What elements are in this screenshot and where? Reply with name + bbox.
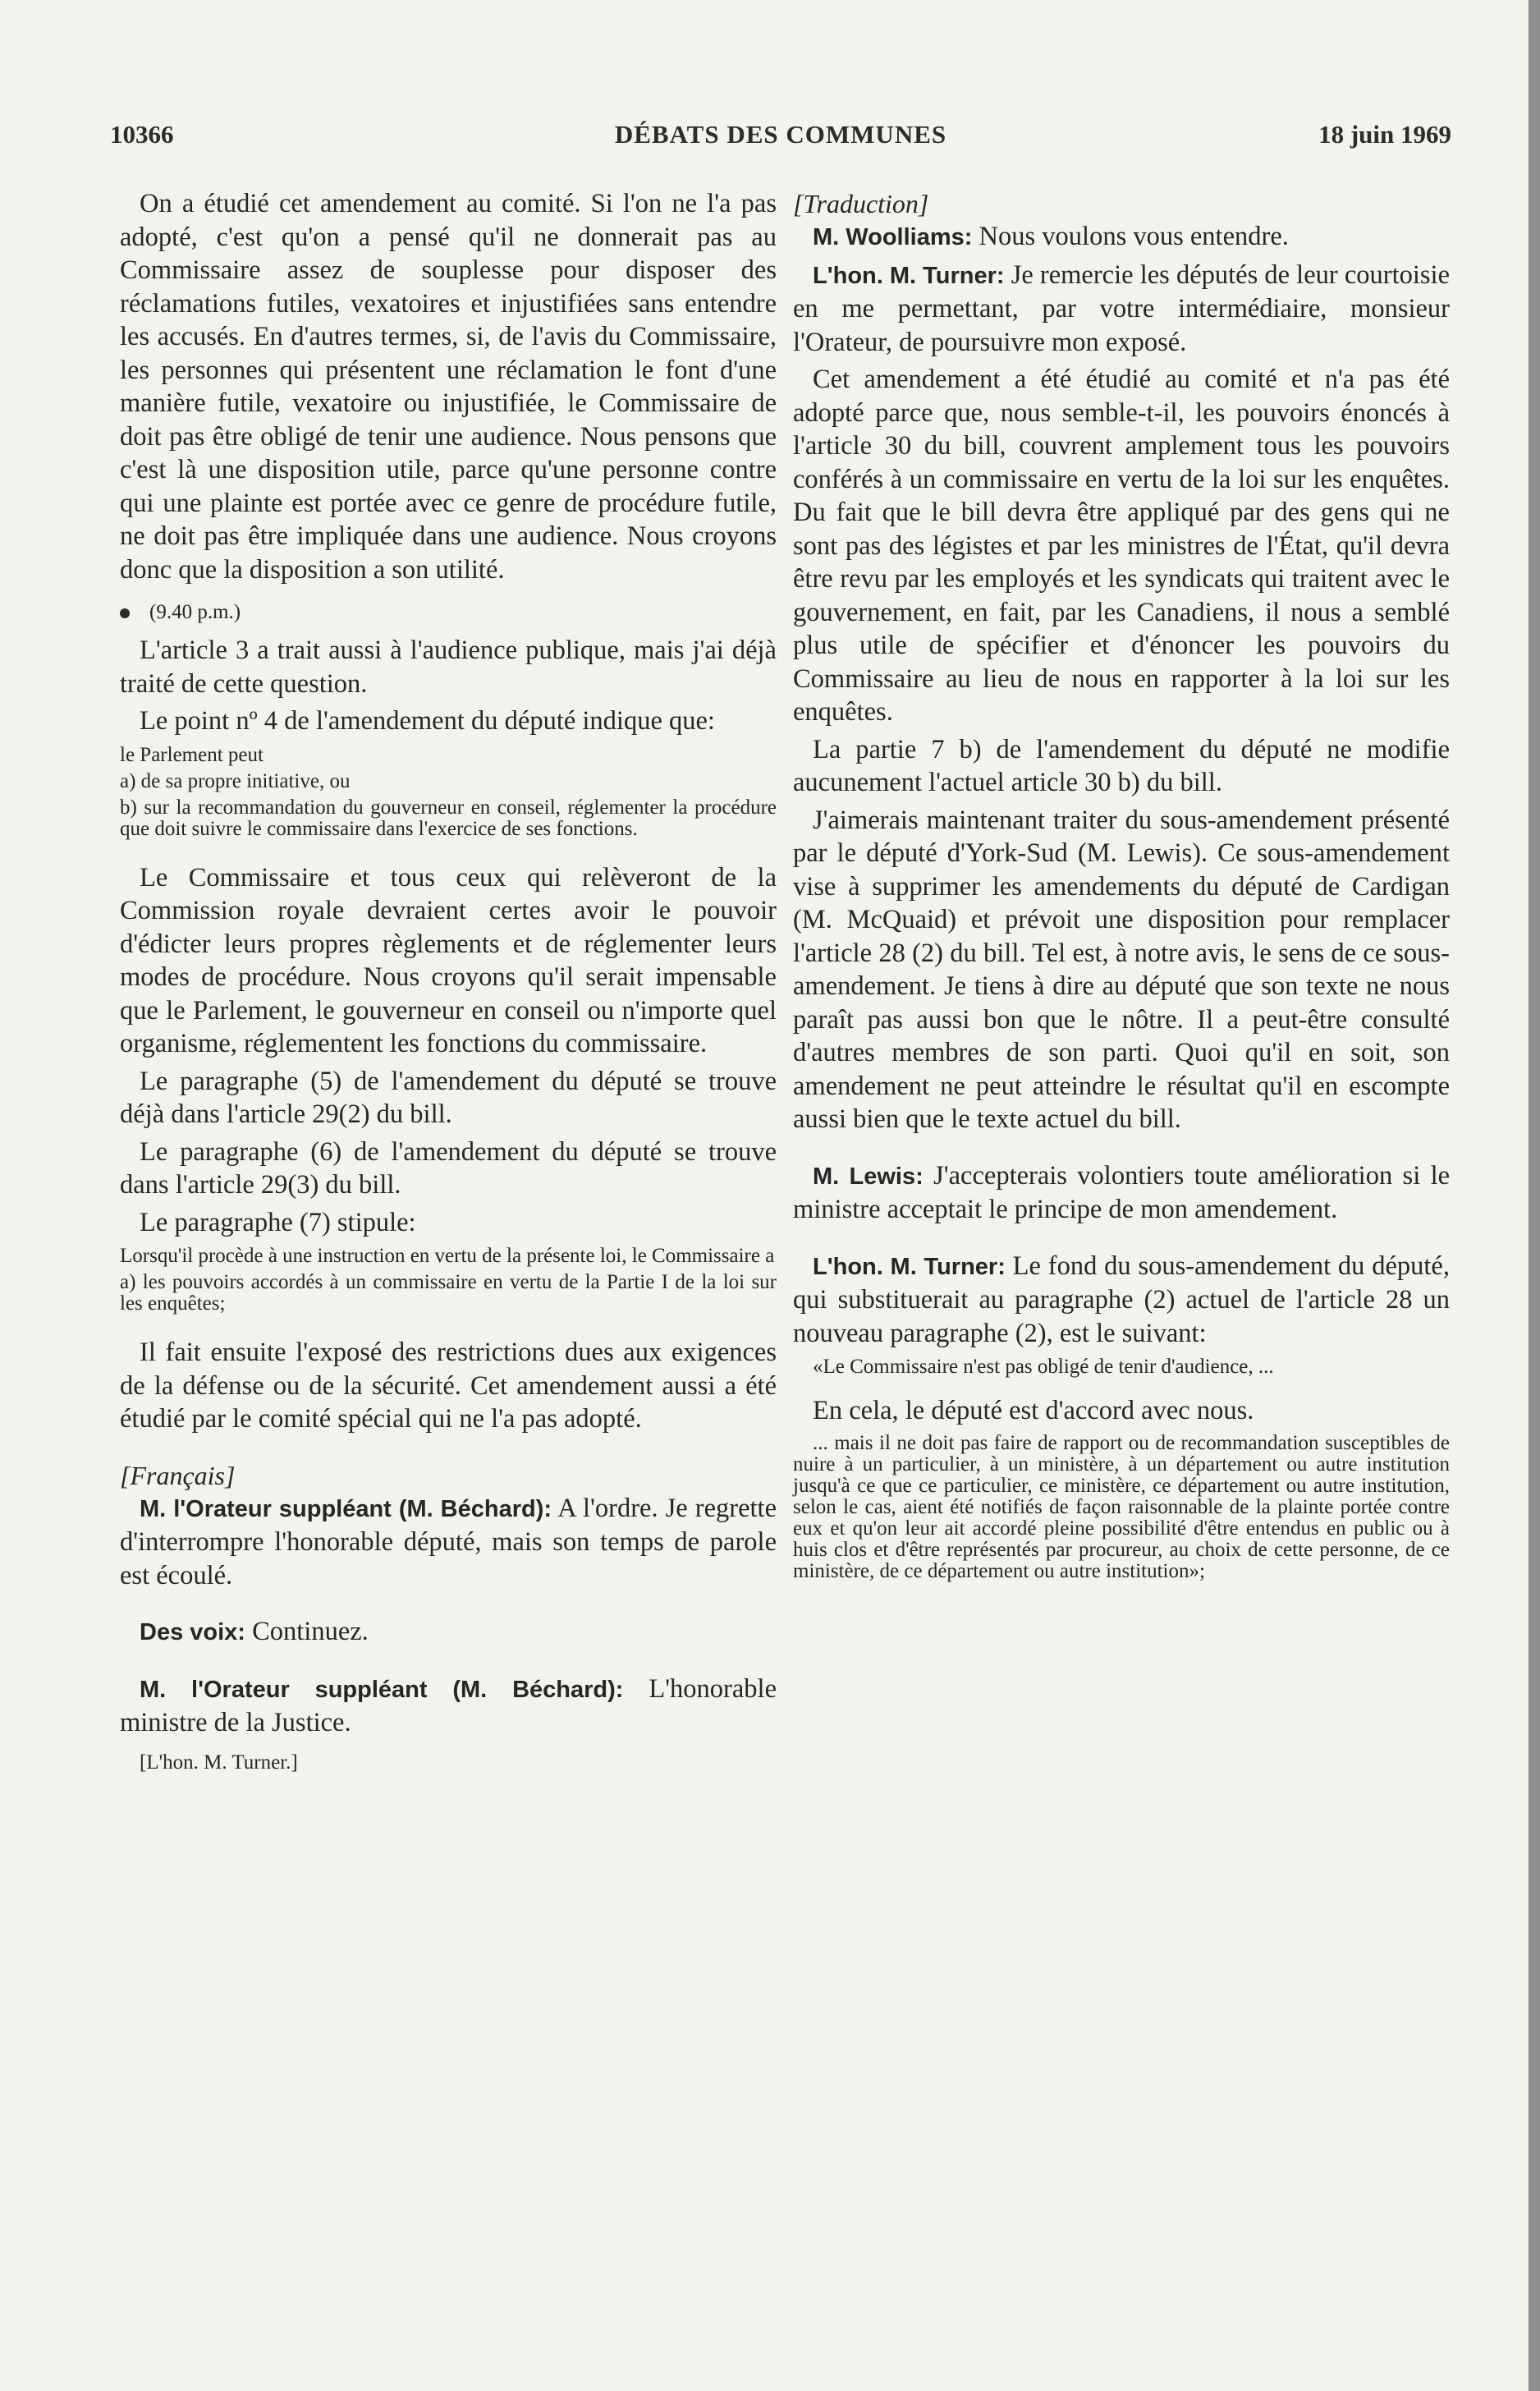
paragraph: J'aimerais maintenant traiter du sous-amendement présenté par le député d'York-Sud (M. Lewis). Ce sous-amendement vise à supprimer les amendements du député de Cardigan (M. McQuaid) et prévoit une disposition pour remplacer l'article 28 (2) du bill. Tel est, à notre avis, le sens de ce sous-amendement. Je tiens à dire au député que son texte ne nous paraît pas aussi bon que le nôtre. Il a peut-être consulté d'autres membres de son parti. Quoi qu'il en soit, son amendement ne peut atteindre le résultat qu'il en escompte aussi bien que le texte actuel du bill.: [793, 805, 1450, 1134]
speaker-name: L'hon. M. Turner:: [813, 1253, 1006, 1280]
speech: [793, 220, 1450, 255]
speech-text: Le fond du sous-amendement du député, qui substituerait au paragraphe (2) actuel de l'article 28 un nouveau paragraphe (2), est le suivant:: [793, 1251, 1450, 1348]
page-date: 18 juin 1969: [1318, 120, 1451, 149]
paragraph: Il fait ensuite l'exposé des restrictions dues aux exigences de la défense ou de la sécurité. Cet amendement aussi a été étudié par le comité spécial qui ne l'a pas adopté.: [120, 1338, 777, 1434]
paragraph: Cet amendement a été étudié au comité et n'a pas été adopté parce que, nous semble-t-il, les pouvoirs énoncés à l'article 30 du bill, couvrent amplement tous les pouvoirs conférés à un commissaire en vertu de la loi sur les enquêtes. Du fait que le bill devra être appliqué par des gens qui ne sont pas des légistes et par les ministres de l'État, qu'il devra être revu par les employés et les syndicats qui traitent avec le gouvernement, en fait, par les Canadiens, il nous a semblé plus utile de spécifier et d'énoncer les pouvoirs du Commissaire au lieu de nous en rapporter à la loi sur les enquêtes.: [793, 365, 1450, 727]
speaker-name: M. l'Orateur suppléant (M. Béchard):: [140, 1676, 624, 1703]
right-column: [793, 187, 1450, 1582]
paragraph: On a étudié cet amendement au comité. Si l'on ne l'a pas adopté, c'est qu'on a pensé qu'il ne donnerait pas au Commissaire assez de souplesse pour disposer des réclamations futiles, vexatoires et injustifiées sans entendre les accusés. En d'autres termes, si, de l'avis du Commissaire, les personnes qui présentent une réclamation le font d'une manière futile, vexatoire ou injustifiée, le Commissaire de doit pas être obligé de tenir une audience. Nous pensons que c'est là une disposition utile, parce qu'une personne contre qui une plainte est portée avec ce genre de procédure futile, ne doit pas être impliquée dans une audience. Nous croyons donc que la disposition a son utilité.: [120, 189, 777, 585]
paragraph: L'article 3 a trait aussi à l'audience publique, mais j'ai déjà traité de cette question.: [120, 636, 777, 699]
speech: [120, 1492, 777, 1593]
speaker-name: Des voix:: [140, 1619, 245, 1645]
scan-edge: [1529, 0, 1540, 2391]
quote-line: a) de sa propre initiative, ou: [120, 769, 351, 792]
speech-text: Nous voulons vous entendre.: [979, 222, 1289, 251]
speech: [120, 1615, 777, 1650]
language-tag: [Français]: [120, 1460, 236, 1490]
speech-text: L'honorable ministre de la Justice.: [120, 1673, 777, 1737]
speech-text: Continuez.: [252, 1617, 369, 1646]
speech: [793, 1159, 1450, 1227]
bullet-icon: [120, 608, 130, 618]
speaker-name: M. l'Orateur suppléant (M. Béchard):: [140, 1495, 552, 1522]
quote-block: ... mais il ne doit pas faire de rapport ou de recommandation susceptibles de nuire à un particulier, à un ministère, à un département ou autre institution jusqu'à ce que ce particulier, ce ministère, ce département ou autre institution, selon le cas, aient été notifiés de façon raisonnable de la plainte portée contre eux et qu'on leur ait accordé pleine possibilité d'être entendus en public ou à huis clos et d'être représentés par procureur, au choix de cette personne, de ce ministère, de ce département ou autre institution»;: [793, 1431, 1450, 1582]
time-text: (9.40 p.m.): [149, 601, 241, 623]
page-number: 10366: [110, 120, 174, 149]
paragraph: Le point nº 4 de l'amendement du député indique que:: [140, 706, 715, 736]
speech-text: Je remercie les députés de leur courtoisie en me permettant, par votre intermédiaire, monsieur l'Orateur, de poursuivre mon exposé.: [793, 259, 1451, 357]
paragraph: La partie 7 b) de l'amendement du député ne modifie aucunement l'actuel article 30 b) du bill.: [793, 734, 1450, 797]
speaker-name: L'hon. M. Turner:: [813, 262, 1005, 289]
speech-text: J'accepterais volontiers toute amélioration si le ministre acceptait le principe de mon amendement.: [793, 1160, 1451, 1224]
speech: [793, 1250, 1450, 1351]
quote-block: «Le Commissaire n'est pas obligé de tenir d'audience, ...: [813, 1356, 1274, 1378]
speaker-reference: [L'hon. M. Turner.]: [140, 1751, 298, 1774]
quote-line: a) les pouvoirs accordés à un commissaire en vertu de la Partie I de la loi sur les enquêtes;: [120, 1271, 777, 1315]
paragraph: Le paragraphe (6) de l'amendement du député se trouve dans l'article 29(3) du bill.: [120, 1136, 777, 1200]
speech: [793, 259, 1450, 360]
speaker-name: M. Woolliams:: [813, 224, 973, 250]
speech: [120, 1673, 777, 1740]
quote-line: le Parlement peut: [120, 743, 264, 766]
paragraph: Le Commissaire et tous ceux qui relèveront de la Commission royale devraient certes avoir le pouvoir d'édicter leurs propres règlements et de réglementer leurs modes de procédure. Nous croyons qu'il serait impensable que le Parlement, le gouverneur en conseil ou n'importe quel organisme, réglementent les fonctions du commissaire.: [120, 862, 777, 1058]
page-title: DÉBATS DES COMMUNES: [614, 120, 947, 149]
time-stamp: [120, 599, 777, 626]
paragraph: Le paragraphe (7) stipule:: [140, 1207, 416, 1237]
quote-line: Lorsqu'il procède à une instruction en vertu de la présente loi, le Commissaire a: [120, 1245, 775, 1267]
page-header: [110, 120, 1451, 156]
speech-text: A l'ordre. Je regrette d'interrompre l'honorable député, mais son temps de parole est écoulé.: [120, 1493, 777, 1590]
paragraph: En cela, le député est d'accord avec nous.: [813, 1396, 1254, 1425]
language-tag: [Traduction]: [793, 189, 929, 218]
speaker-name: M. Lewis:: [813, 1163, 924, 1190]
quote-line: b) sur la recommandation du gouverneur en conseil, réglementer la procédure que doit suivre le commissaire dans l'exercice de ses fonctions.: [120, 796, 777, 840]
left-column: [120, 187, 777, 1776]
paragraph: Le paragraphe (5) de l'amendement du député se trouve déjà dans l'article 29(2) du bill.: [120, 1066, 777, 1129]
